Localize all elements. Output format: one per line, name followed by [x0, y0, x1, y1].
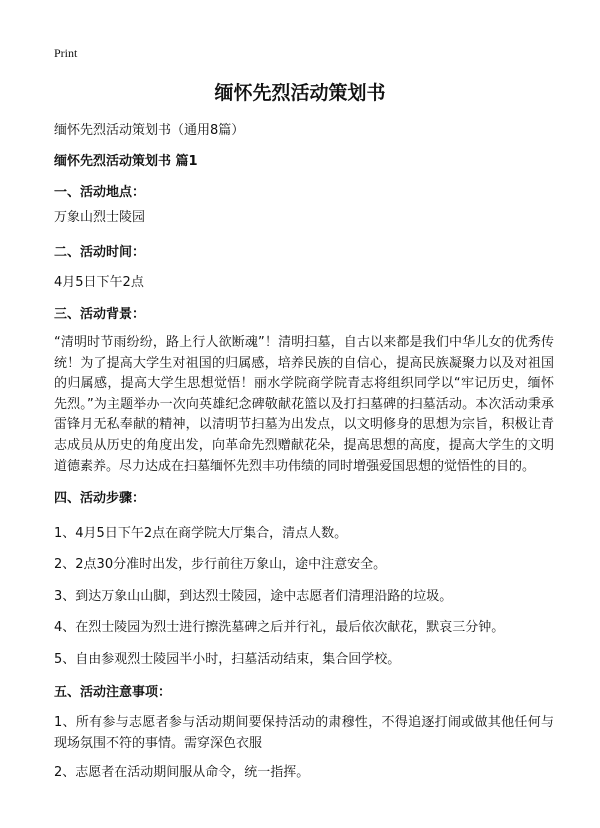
step-item: 1、4月5日下午2点在商学院大厅集合，清点人数。: [54, 526, 348, 541]
section-heading-location: 一、活动地点：: [54, 185, 146, 200]
page-title: 缅怀先烈活动策划书: [214, 82, 386, 104]
print-label: Print: [54, 46, 78, 60]
section-heading-notes: 五、活动注意事项：: [54, 685, 172, 700]
document-subtitle: 缅怀先烈活动策划书（通用8篇）: [54, 123, 245, 138]
location-text: 万象山烈士陵园: [54, 210, 146, 225]
part-title: 缅怀先烈活动策划书 篇1: [54, 154, 198, 169]
note-item: 2、志愿者在活动期间服从命令，统一指挥。: [54, 765, 310, 780]
time-text: 4月5日下午2点: [54, 275, 144, 290]
step-item: 3、到达万象山山脚，到达烈士陵园，途中志愿者们清理沿路的垃圾。: [54, 589, 453, 604]
note-item: 1、所有参与志愿者参与活动期间要保持活动的肃穆性，不得追逐打闹或做其他任何与现场氛围不符的事情。需穿深色衣服: [54, 715, 554, 751]
step-item: 4、在烈士陵园为烈士进行擦洗墓碑之后并行礼，最后依次献花，默哀三分钟。: [54, 620, 505, 635]
section-heading-steps: 四、活动步骤：: [54, 491, 146, 506]
background-paragraph: “清明时节雨纷纷，路上行人欲断魂”！清明扫墓，自古以来都是我们中华儿女的优秀传统！为了提高大学生对祖国的归属感，培养民族的自信心，提高民族凝聚力以及对祖国的归属感，提高大学生思想觉悟！丽水学院商学院青志将组织同学以“牢记历史，缅怀先烈。”为主题举办一次向英雄纪念碑敬献花篮以及打扫墓碑的扫墓活动。本次活动秉承雷锋月无私奉献的精神，以清明节扫墓为出发点，以文明修身的思想为宗旨，积极让青志成员从历史的角度出发，向革命先烈赠献花朵，提高思想的高度，提高大学生的文明道德素养。尽力达成在扫墓缅怀先烈丰功伟绩的同时增强爱国思想的觉悟性的目的。: [54, 335, 554, 474]
step-item: 2、2点30分准时出发，步行前往万象山，途中注意安全。: [54, 557, 387, 572]
step-item: 5、自由参观烈士陵园半小时，扫墓活动结束，集合回学校。: [54, 652, 401, 667]
section-heading-background: 三、活动背景：: [54, 307, 146, 322]
section-heading-time: 二、活动时间：: [54, 245, 146, 260]
